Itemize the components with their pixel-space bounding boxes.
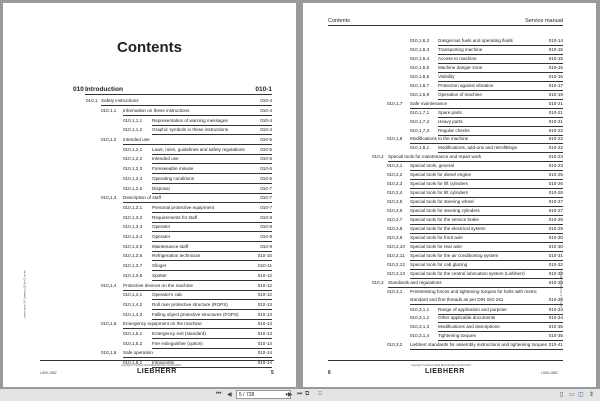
entry-page: 010-21 [548, 100, 563, 106]
entry-title: Regular checks [438, 127, 563, 136]
entry-number: 010,1,3,4 [123, 234, 143, 239]
copyright: copyright © Liebherr-Werk Bischofshofen GmbH 2015 [411, 364, 471, 367]
single-page-icon[interactable]: ▯ [560, 392, 564, 398]
entry-page: 010-23 [548, 154, 563, 160]
entry-number: 010,2,8 [387, 225, 403, 231]
toc-entry[interactable] [387, 270, 563, 278]
entry-title: Special tools for steering wheel [410, 198, 563, 207]
entry-number: 010,2,11 [387, 252, 405, 258]
entry-title: Liebherr standards for assembly instructions and tightening torques [410, 341, 563, 350]
toc-entry[interactable] [123, 185, 272, 193]
toc-entry[interactable] [387, 162, 563, 170]
entry-page: 010-13 [257, 331, 272, 336]
entry-title: Description of staff [123, 194, 272, 203]
entry-page: 010-10 [257, 253, 272, 259]
toc-entry[interactable] [410, 64, 563, 72]
entry-title: Refrigeration technician [152, 252, 272, 261]
entry-page: 010-14 [257, 340, 272, 346]
entry-page: 010-14 [257, 360, 272, 366]
entry-page: 010-34 [548, 306, 563, 312]
entry-number: 010,1,3 [101, 195, 117, 201]
entry-page: 010-16 [548, 73, 563, 79]
entry-page: 010-28 [548, 217, 563, 222]
entry-number: 010,2,5 [387, 199, 403, 205]
toc-entry[interactable] [123, 272, 272, 280]
entry-page: 010-4 [260, 117, 272, 123]
entry-title: Operating conditions [152, 175, 272, 184]
entry-number: 010,1,4,2 [123, 301, 143, 307]
entry-number: 010,2,10 [387, 243, 405, 249]
entry-page: 010-9 [260, 234, 272, 239]
entry-number: 010,2,3 [387, 181, 403, 187]
entry-number: 010,2,13 [387, 270, 405, 276]
entry-number: 010,3,1,1 [410, 306, 430, 312]
entry-number: 010,1,7,3 [410, 127, 430, 133]
entry-page: 010-25 [548, 172, 563, 178]
entry-number: 010,1,7,1 [410, 109, 430, 115]
toc-entry[interactable] [387, 180, 563, 188]
entry-page: 010-33 [548, 270, 563, 276]
entry-page: 010-13 [257, 321, 272, 327]
first-page-icon[interactable]: ⏮ [216, 391, 222, 397]
toc-entry[interactable] [123, 330, 272, 338]
entry-page: 010-35 [548, 324, 563, 330]
entry-number: 010,1,8,1 [410, 145, 430, 151]
toc-entry[interactable] [123, 223, 272, 231]
toc-entry[interactable] [410, 73, 563, 81]
toc-entry[interactable] [387, 171, 563, 179]
toc-entry[interactable] [123, 175, 272, 183]
entry-title: Special tools for lift cylinders [410, 180, 563, 189]
entry-title: Standards and regulations [388, 279, 563, 288]
entry-number: 010,1,6,6 [410, 73, 430, 79]
entry-title: Introduction [85, 86, 272, 95]
toc-entry[interactable] [123, 301, 272, 309]
entry-page: 010-15 [548, 64, 563, 70]
entry-number: 010,1,3,3 [123, 224, 143, 230]
entry-page: 010-32 [548, 261, 563, 267]
entry-title: Operator [152, 233, 272, 242]
entry-page: 010-13 [257, 301, 272, 307]
entry-page: 010-4 [260, 127, 272, 133]
toc-entry[interactable] [410, 82, 563, 90]
entry-title: Special tools, general [410, 162, 563, 171]
paste-icon[interactable]: ⧉ [318, 391, 323, 397]
entry-title: Laws, rules, guidelines and safety regulations [152, 146, 272, 155]
entry-title: Special tools for diesel engine [410, 171, 563, 180]
fit-icon[interactable]: ⇕ [589, 392, 595, 398]
toc-entry[interactable] [123, 262, 272, 270]
entry-number: 010,1,6,4 [410, 55, 430, 61]
footer-divider [328, 360, 563, 361]
entry-title-cont: standard and fine threads as per DIN ISO 261 [410, 296, 504, 302]
header-left: Contents [328, 18, 351, 24]
entry-page: 010-5 [260, 137, 272, 142]
entry-page: 010-17 [548, 82, 563, 88]
entry-page: 010-27 [548, 208, 563, 214]
toc-entry[interactable] [387, 288, 563, 304]
entry-title: Representation of warning messages [152, 117, 272, 126]
entry-number: 010,1,5,2 [123, 340, 143, 346]
toc-entry[interactable] [372, 279, 563, 287]
entry-page: 010-7 [260, 185, 272, 191]
entry-page: 010-12 [257, 272, 272, 278]
entry-number: 010,1 [86, 98, 98, 104]
entry-page: 010-34 [548, 315, 563, 321]
entry-title: Operation of machine [438, 91, 563, 100]
entry-number: 010,1,2,1 [123, 146, 143, 152]
entry-number: 010,1,1 [101, 107, 117, 113]
entry-page: 010-19 [548, 91, 563, 97]
entry-number: 010,1,3,1 [123, 204, 143, 210]
toc-entry[interactable] [387, 135, 563, 143]
toc-entry[interactable] [387, 243, 563, 251]
entry-number: 010,1,6,7 [410, 82, 430, 88]
toc-entry[interactable] [387, 252, 563, 260]
entry-page: 010-22 [548, 127, 563, 133]
liebherr-logo: LIEBHERR [137, 368, 177, 375]
entry-page: 010-9 [260, 243, 272, 249]
entry-page: 010-1 [255, 86, 272, 93]
page-number: 5 [271, 370, 274, 376]
toc-entry[interactable] [101, 107, 272, 115]
toc-entry[interactable] [387, 207, 563, 215]
entry-number: 010,3 [372, 279, 384, 285]
entry-page: 010-11 [258, 263, 272, 269]
toc-entry[interactable] [123, 155, 272, 163]
toc-entry[interactable] [123, 204, 272, 212]
entry-number: 010,1,2 [101, 137, 117, 142]
entry-title: Special tools for the air conditioning system [410, 252, 563, 261]
entry-page: 010-29 [548, 225, 563, 231]
toc-entry[interactable] [410, 314, 563, 322]
entry-number: 010,1,4 [101, 282, 117, 288]
entry-title: Heavy parts [438, 118, 563, 127]
toc-entry[interactable] [410, 37, 563, 45]
entry-number: 010,1,4,3 [123, 311, 143, 317]
doc-code: L509-1582 [40, 371, 57, 375]
entry-number: 010,1,1,1 [123, 117, 143, 123]
entry-page: 010-5 [260, 146, 272, 152]
entry-page: 010-21 [548, 118, 563, 124]
page-title: Contents [117, 39, 182, 56]
entry-number: 010,1,6,3 [410, 46, 430, 52]
entry-title: Machine danger zone [438, 64, 563, 73]
entry-page: 010-14 [257, 350, 272, 356]
entry-page: 010-26 [548, 181, 563, 187]
viewer-toolbar [0, 389, 600, 401]
bookmark-icon[interactable]: ▭ [569, 392, 575, 398]
entry-title: Dangerous fuels and operating fluids [438, 37, 563, 46]
entry-title: Protection against vibration [438, 82, 563, 91]
entry-title: Operator's cab [152, 291, 272, 300]
entry-page: 010-5 [260, 156, 272, 162]
entry-number: 010,1,6,5 [410, 64, 430, 70]
entry-number: 010,3,2 [387, 342, 403, 348]
toc-entry[interactable] [123, 214, 272, 222]
entry-number: 010,2,6 [387, 208, 403, 214]
toc-entry[interactable] [410, 127, 563, 135]
entry-number: 010,1,5 [101, 321, 117, 327]
two-page-view-icon[interactable]: ◫ [578, 392, 584, 398]
entry-number: 010 [73, 86, 84, 93]
toc-entry[interactable] [410, 55, 563, 63]
toc-entry[interactable] [123, 233, 272, 241]
entry-title: Visibility [438, 73, 563, 82]
header-divider [328, 25, 563, 26]
entry-page: 010-30 [548, 234, 563, 240]
entry-number: 010,1,6,8 [410, 91, 430, 97]
toc-entry[interactable] [410, 144, 563, 152]
entry-number: 010,1,1,2 [123, 127, 143, 133]
entry-title: Spotter [152, 272, 272, 281]
toc-entry[interactable] [387, 261, 563, 269]
entry-title: Tightening torques [438, 332, 563, 341]
entry-title: Special tools for maintenance and repair work [388, 153, 563, 162]
entry-number: 010,1,3,8 [123, 272, 143, 278]
entry-title: Special tools for tilt cylinders [410, 189, 563, 198]
entry-number: 010,1,3,5 [123, 243, 143, 249]
entry-page: 010-21 [548, 109, 563, 115]
entry-page: 010-35 [548, 333, 563, 339]
entry-page: 010-22 [548, 145, 563, 151]
toc-entry[interactable] [410, 306, 563, 314]
entry-page: 010-12 [257, 292, 272, 298]
entry-title: Emergency equipment on the machine [123, 320, 272, 329]
toc-entry[interactable] [123, 291, 272, 299]
entry-title: Special tools for cab glazing [410, 261, 563, 270]
toc-entry[interactable] [101, 282, 272, 290]
entry-page: 010-6 [260, 166, 272, 172]
entry-page: 010-4 [260, 98, 272, 104]
entry-title: Special tools for steering cylinders [410, 207, 563, 216]
entry-title: Intended use [152, 155, 272, 164]
entry-title: Graphic symbols in these instructions [152, 126, 272, 135]
entry-page: 010-4 [260, 107, 272, 113]
entry-title: Spare parts [438, 109, 563, 118]
toc-entry[interactable] [410, 109, 563, 117]
toc-entry[interactable] [123, 340, 272, 348]
entry-number: 010,3,1,4 [410, 333, 430, 339]
right-page [303, 3, 596, 387]
entry-number: 010,1,3,6 [123, 253, 143, 259]
entry-page: 010-26 [548, 190, 563, 196]
header-right: Service manual [525, 18, 563, 24]
entry-number: 010,2,7 [387, 217, 403, 222]
entry-title: Safe operation [123, 349, 272, 358]
entry-title: Intended use [123, 136, 272, 145]
toc-entry[interactable] [410, 46, 563, 54]
entry-number: 010,1,7,2 [410, 118, 430, 124]
entry-page: 010-7 [260, 195, 272, 201]
page-number-input[interactable] [236, 390, 291, 399]
entry-title: Protective devices on the machine [123, 282, 272, 291]
entry-number: 010,2,9 [387, 234, 403, 240]
toc-entry[interactable] [387, 341, 563, 349]
entry-page: 010-23 [548, 163, 563, 169]
entry-title: Fire extinguisher (option) [152, 340, 272, 349]
entry-number: 010,2,4 [387, 190, 403, 196]
toc-entry[interactable] [387, 216, 563, 224]
entry-title: Access to machine [438, 55, 563, 64]
entry-title: Falling object protective structures (FOPS) [152, 311, 272, 320]
entry-title: Special tools for rear axle [410, 243, 563, 252]
entry-number: 010,3,1,2 [410, 315, 430, 321]
toc-entry[interactable] [410, 332, 563, 340]
entry-page: 010-13 [257, 311, 272, 317]
entry-page: 010-15 [548, 55, 563, 61]
entry-page: 010-30 [548, 243, 563, 249]
entry-number: 010,2,2 [387, 172, 403, 178]
entry-page: 010-27 [548, 199, 563, 205]
entry-page: 010-8 [260, 214, 272, 220]
doc-code: L509-1582 [541, 371, 558, 375]
entry-title: Disposal [152, 185, 272, 194]
entry-title: Transporting machine [438, 46, 563, 55]
toc-entry[interactable] [101, 349, 272, 357]
entry-number: 010,1,8 [387, 136, 403, 142]
toc-entry[interactable] [123, 165, 272, 173]
side-text: Lnnmo-en-m-10-Contents_ii10.fm-01-en-en [23, 270, 27, 319]
last-page-icon[interactable]: ⏭ [297, 391, 303, 397]
footer-divider [40, 360, 274, 361]
entry-page: 010-34 [548, 296, 563, 302]
entry-number: 010,3,1,3 [410, 324, 430, 330]
entry-title: Prestressing forces and tightening torques for bolts with metric [410, 288, 563, 305]
entry-number: 010,3,1 [387, 288, 403, 294]
toc-entry[interactable] [372, 153, 563, 161]
entry-title: Special tools for the central lubrication system (Liebherr) [410, 270, 563, 279]
toc-entry[interactable] [101, 136, 272, 144]
toc-entry[interactable] [387, 225, 563, 233]
entry-title: Modifications, add-ons and retrofittings [438, 144, 563, 153]
entry-title: Information on these instructions [123, 107, 272, 116]
entry-title: Other applicable documents [438, 314, 563, 323]
left-page [3, 3, 296, 387]
toc-entry[interactable] [410, 91, 563, 99]
entry-number: 010,1,3,2 [123, 214, 143, 220]
toc-entry[interactable] [387, 198, 563, 206]
entry-title: Special tools for the service brake [410, 216, 563, 225]
toc-entry[interactable] [101, 194, 272, 202]
entry-page: 010-34 [548, 279, 563, 285]
entry-page: 010-22 [548, 136, 563, 142]
entry-title: Foreseeable misuse [152, 165, 272, 174]
entry-title: Range of application and purpose [438, 306, 563, 315]
toc-entry[interactable] [86, 97, 272, 105]
entry-number: 010,1,2,2 [123, 156, 143, 162]
liebherr-logo: LIEBHERR [425, 368, 465, 375]
page-field-value: 5 / 728 [239, 392, 255, 398]
toc-entry[interactable] [123, 146, 272, 154]
entry-title: Maintenance staff [152, 243, 272, 252]
entry-number: 010,1,6,1 [123, 360, 143, 366]
entry-page: 010-6 [260, 175, 272, 181]
entry-title: Special tools for front axle [410, 234, 563, 243]
entry-page: 010-8 [260, 224, 272, 230]
entry-page: 010-15 [548, 46, 563, 52]
toc-entry[interactable] [73, 86, 272, 94]
entry-page: 010-14 [548, 38, 563, 43]
toc-entry[interactable] [123, 126, 272, 134]
entry-number: 010,1,2,4 [123, 175, 143, 181]
side-text: Lnnmo-en-m-10-Contents_ii10.fm [560, 270, 564, 309]
entry-title: Modifications and descriptions [438, 323, 563, 332]
entry-number: 010,2,1 [387, 163, 403, 169]
entry-number: 010,1,3,7 [123, 263, 143, 269]
toc-entry[interactable] [387, 234, 563, 242]
entry-title: Intoxicants [152, 359, 272, 368]
entry-title: Modifications to the machine [410, 135, 563, 144]
entry-number: 010,1,5,1 [123, 331, 143, 336]
toc-entry[interactable] [123, 117, 272, 125]
entry-title: Special tools for the electrical system [410, 225, 563, 234]
entry-number: 010,1,2,5 [123, 185, 143, 191]
toc-entry[interactable] [101, 320, 272, 328]
toc-entry[interactable] [387, 100, 563, 108]
toc-entry[interactable] [123, 311, 272, 319]
entry-page: 010-12 [257, 282, 272, 288]
entry-number: 010,2,12 [387, 261, 405, 267]
toc-entry[interactable] [123, 243, 272, 251]
entry-title: Safe maintenance [410, 100, 563, 109]
entry-number: 010,1,6 [101, 350, 117, 356]
entry-title: Roll over protective structure (ROPS) [152, 301, 272, 310]
page-number: 6 [328, 370, 331, 376]
entry-title: Emergency exit (standard) [152, 330, 272, 339]
next-page-icon[interactable]: ▶ [288, 392, 293, 398]
previous-page-icon[interactable]: ◀ [227, 392, 232, 398]
toc-entry[interactable] [410, 323, 563, 331]
toc-entry[interactable] [387, 189, 563, 197]
entry-page: 010-41 [548, 342, 563, 348]
entry-number: 010,1,7 [387, 100, 403, 106]
chevron-down-icon[interactable]: ▾ [285, 392, 288, 398]
entry-number: 010,2 [372, 154, 384, 160]
entry-title: Slinger [152, 262, 272, 271]
entry-number: 010,1,2,3 [123, 166, 143, 172]
entry-page: 010-7 [260, 204, 272, 210]
copy-icon[interactable]: ⧉ [305, 391, 310, 397]
toc-entry[interactable] [410, 118, 563, 126]
entry-title: Safety instructions [101, 97, 272, 106]
toc-entry[interactable] [123, 252, 272, 260]
copyright: copyright © Liebherr-Werk Bischofshofen GmbH 2015 [121, 364, 181, 367]
entry-title: Personal protective equipment [152, 204, 272, 213]
entry-page: 010-31 [548, 252, 563, 258]
entry-title: Requirements for staff [152, 214, 272, 223]
entry-number: 010,1,6,2 [410, 38, 430, 43]
entry-number: 010,1,4,1 [123, 292, 143, 298]
entry-title: Operator [152, 223, 272, 232]
